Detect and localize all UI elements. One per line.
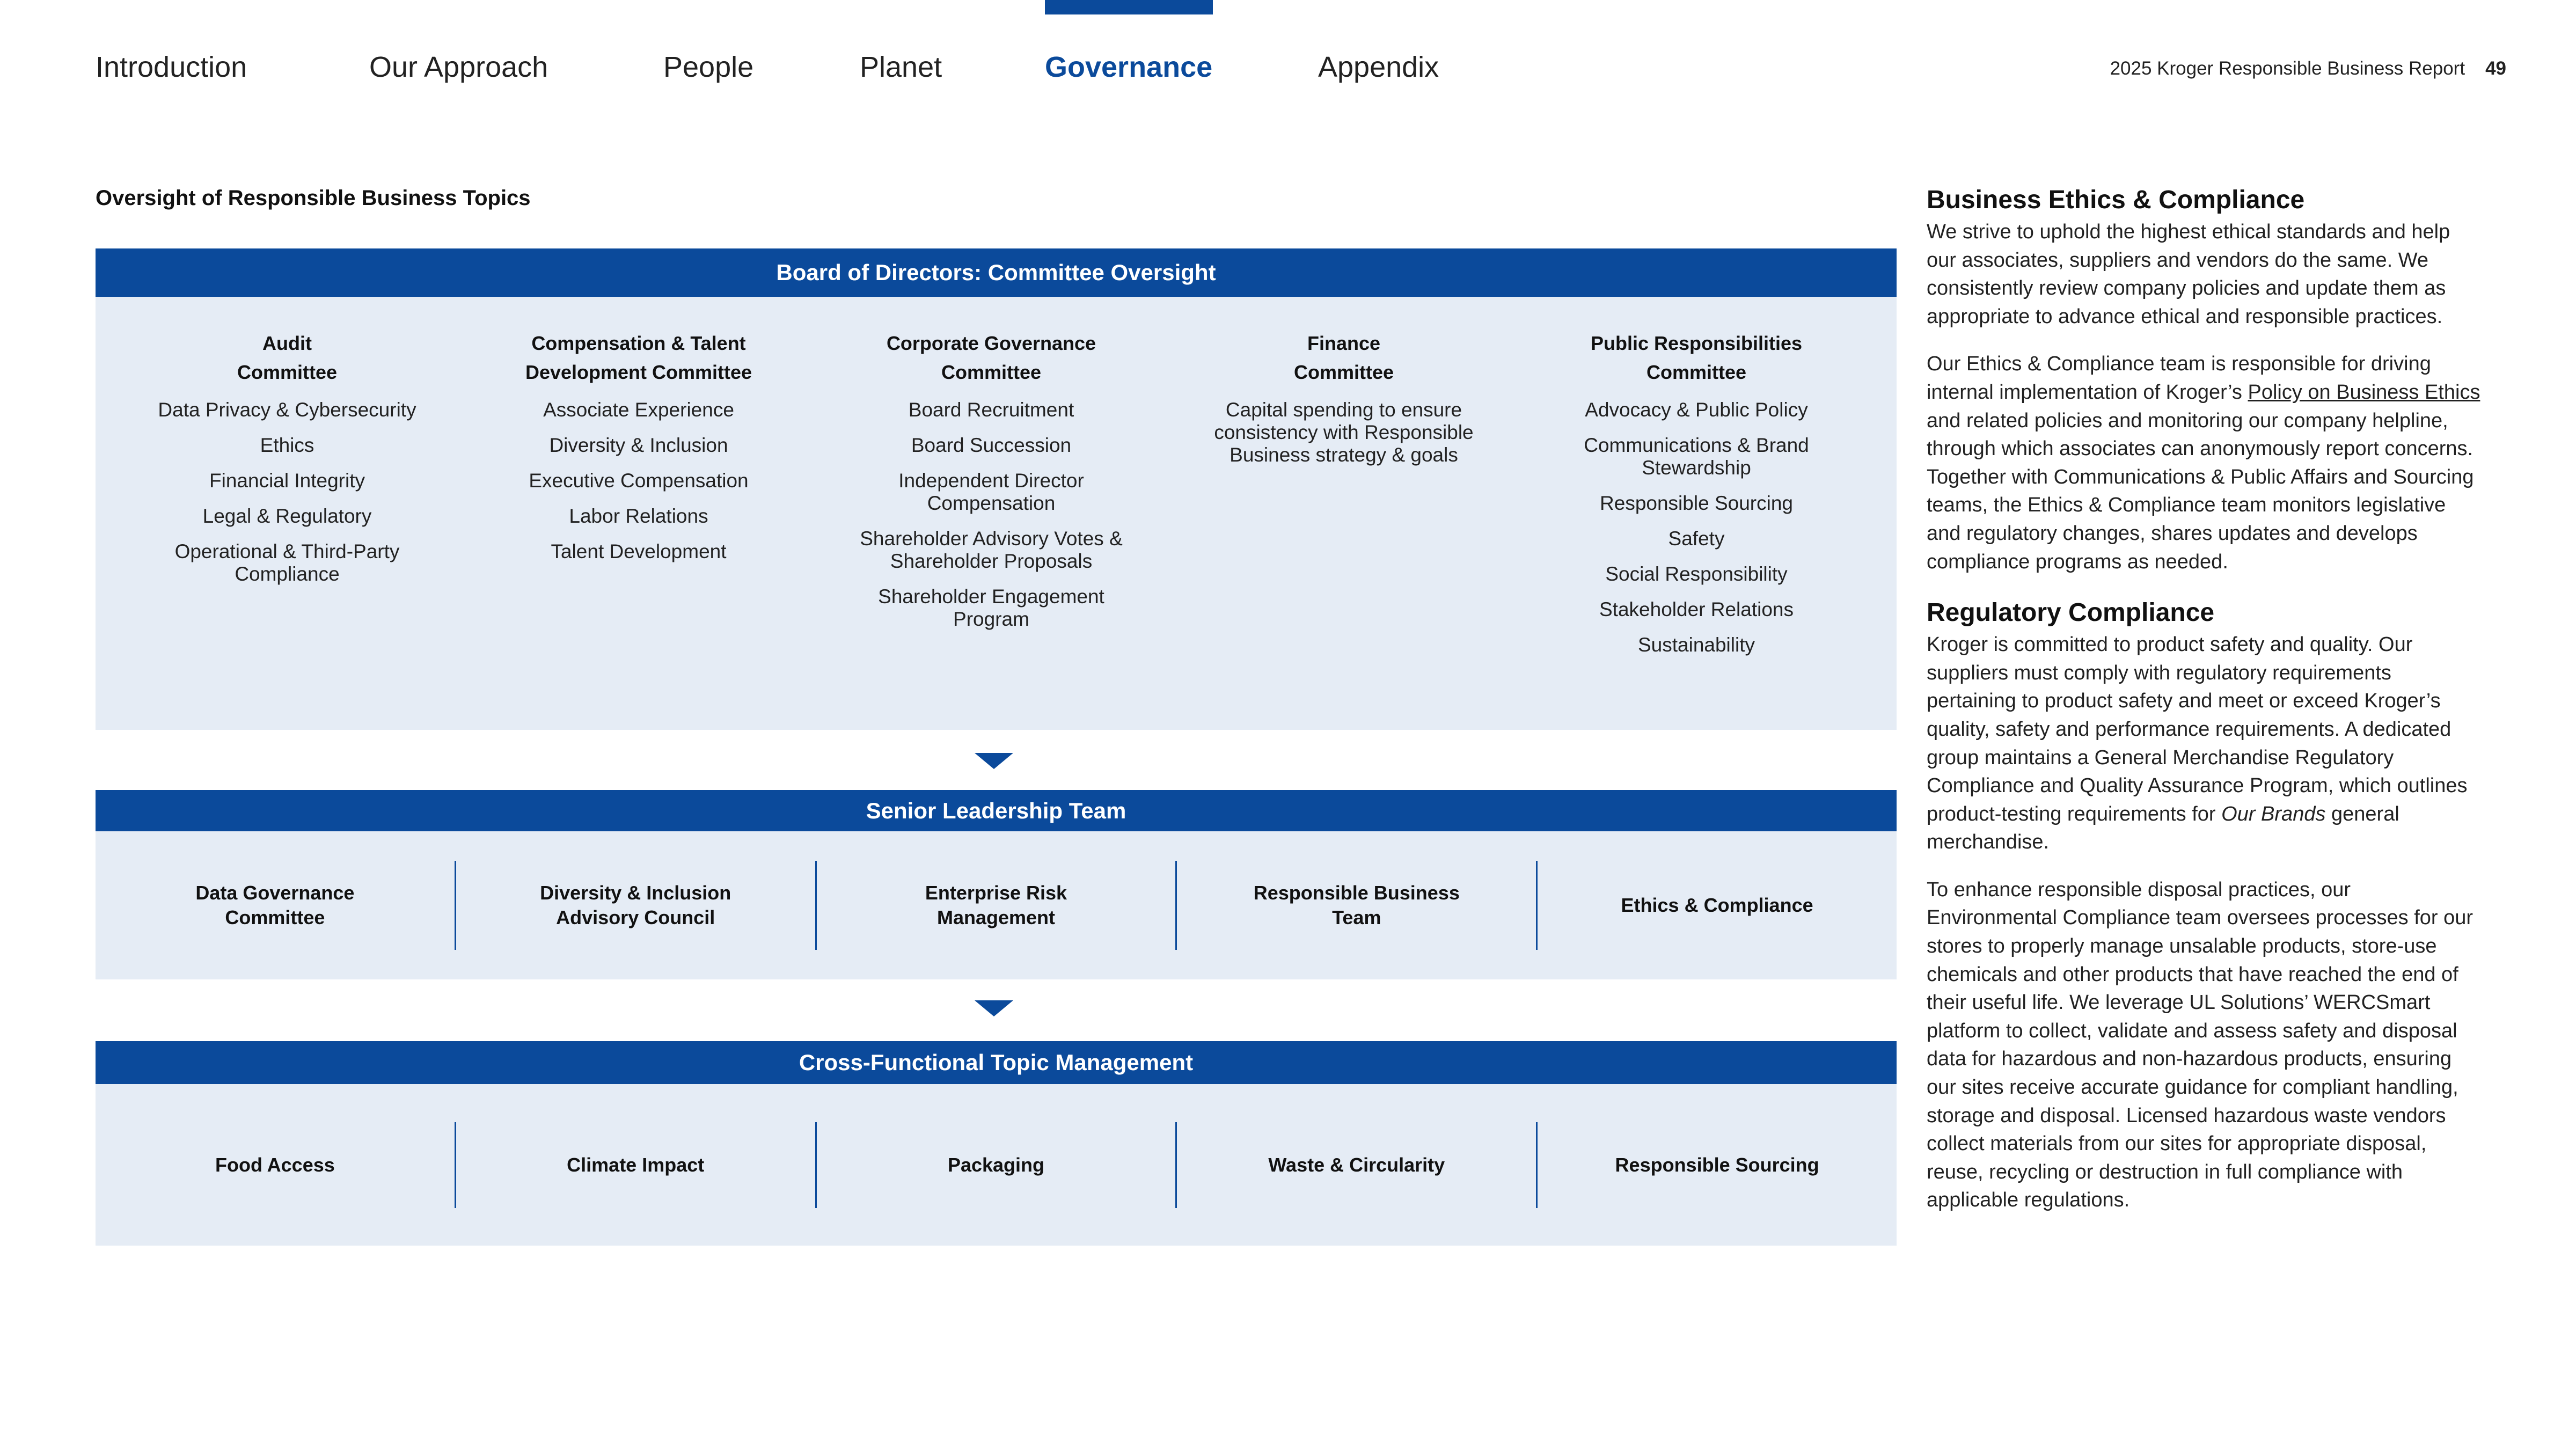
committee-topic-list	[488, 399, 789, 563]
committee-column	[1546, 329, 1847, 669]
committee-topic: Ethics	[260, 434, 314, 456]
committee-topic: Communications & Brand Stewardship	[1584, 434, 1809, 479]
slt-item	[96, 831, 455, 979]
slt-item-label: Enterprise Risk Management	[925, 882, 1067, 928]
cross-topic-item-label: Responsible Sourcing	[1615, 1153, 1819, 1176]
committee-name-line: Committee	[941, 361, 1042, 383]
down-arrow-icon	[975, 1000, 1013, 1016]
slt-band: Senior Leadership Team	[96, 790, 1897, 831]
committee-name-line: Finance	[1307, 332, 1381, 354]
slt-item	[456, 831, 815, 979]
cross-panel	[96, 1084, 1897, 1246]
committee-name	[1546, 329, 1847, 387]
nav-governance[interactable]: Governance	[1045, 51, 1213, 83]
report-title: 2025 Kroger Responsible Business Report	[2110, 58, 2465, 79]
committee-topic: Advocacy & Public Policy	[1585, 399, 1808, 421]
regulatory-p1-text-end: general merchandise.	[1927, 802, 2399, 854]
committee-topic: Legal & Regulatory	[202, 505, 372, 527]
committee-topic-list	[841, 399, 1141, 631]
ethics-p2-text: Our Ethics & Compliance team is responsible for driving internal implementation of Kroger’s	[1927, 353, 2431, 404]
committee-name-line: Compensation & Talent	[531, 332, 746, 354]
report-meta	[2110, 58, 2506, 79]
committee-topic: Associate Experience	[543, 399, 734, 421]
page-number: 49	[2485, 58, 2506, 79]
slt-panel	[96, 831, 1897, 979]
committee-topic: Executive Compensation	[529, 470, 749, 492]
ethics-heading: Business Ethics & Compliance	[1927, 186, 2305, 214]
committee-topic: Independent Director Compensation	[898, 470, 1084, 514]
cross-row	[96, 1084, 1897, 1246]
cross-topic-item-label: Climate Impact	[567, 1153, 705, 1176]
regulatory-p1-text: Kroger is committed to product safety and quality. Our suppliers must comply with regulatory requirements pertaining to product safety and meet or exceed Kroger’s quality, safety and performance requirements. A dedicated group maintains a General Merchandise Regulatory Compliance and Quality Assurance Program, which outlines product-testing requirements for	[1927, 633, 2468, 825]
committee-name	[1194, 329, 1494, 387]
ethics-p2-text-end: and related policies and monitoring our company helpline, through which associates can anonymously report concerns. Together with Communications & Public Affairs and Sourcing teams, the Ethics & Compliance team monitors legislative and regulatory changes, shares updates and develops compliance programs as needed.	[1927, 409, 2474, 573]
committee-name	[488, 329, 789, 387]
committee-name	[137, 329, 437, 387]
cross-topic-item	[96, 1084, 455, 1246]
committee-name-line: Public Responsibilities	[1590, 332, 1803, 354]
our-brands-emphasis: Our Brands	[2221, 802, 2326, 825]
regulatory-heading: Regulatory Compliance	[1927, 598, 2215, 627]
slt-item-label: Diversity & Inclusion Advisory Council	[540, 882, 731, 928]
committee-topic: Shareholder Engagement Program	[878, 586, 1104, 630]
slt-row	[96, 831, 1897, 979]
top-navigation	[0, 0, 2576, 107]
committee-topic: Shareholder Advisory Votes & Shareholder Proposals	[860, 528, 1123, 572]
committee-topic: Sustainability	[1637, 634, 1755, 656]
regulatory-paragraph-1	[1927, 631, 2485, 857]
oversight-title: Oversight of Responsible Business Topics	[96, 186, 531, 210]
slt-item	[817, 831, 1176, 979]
slt-item	[1177, 831, 1536, 979]
cross-topic-item	[817, 1084, 1176, 1246]
ethics-paragraph-1: We strive to uphold the highest ethical standards and help our associates, suppliers and vendors do the same. We consistently review company policies and update them as appropriate to advance ethical and responsible practices.	[1927, 221, 2450, 328]
committee-name	[841, 329, 1141, 387]
cross-topic-item	[1177, 1084, 1536, 1246]
committee-topic: Social Responsibility	[1605, 563, 1788, 585]
slt-item	[1538, 831, 1897, 979]
committee-topic: Stakeholder Relations	[1599, 598, 1794, 620]
cross-topic-item-label: Food Access	[215, 1153, 335, 1176]
committee-topic: Labor Relations	[569, 505, 708, 527]
nav-planet[interactable]: Planet	[860, 51, 942, 83]
committee-name-line: Corporate Governance	[886, 332, 1096, 354]
active-tab-indicator	[1045, 0, 1213, 14]
cross-topic-item-label: Waste & Circularity	[1268, 1153, 1445, 1176]
committee-column	[137, 329, 437, 598]
committee-topic: Data Privacy & Cybersecurity	[158, 399, 416, 421]
committee-topic: Diversity & Inclusion	[549, 434, 728, 456]
committee-topic: Responsible Sourcing	[1600, 492, 1793, 514]
cross-band: Cross-Functional Topic Management	[96, 1041, 1897, 1084]
nav-our-approach[interactable]: Our Approach	[369, 51, 548, 83]
down-arrow-icon	[975, 753, 1013, 769]
regulatory-paragraph-2: To enhance responsible disposal practices, our Environmental Compliance team oversees processes for our stores to properly manage unsalable products, store-use chemicals and other products that have reached the end of their useful life. We leverage UL Solutions’ WERCSmart platform to collect, validate and assess safety and disposal data for hazardous and non-hazardous products, ensuring our sites receive accurate guidance for compliant handling, storage and disposal. Licensed hazardous waste vendors collect materials from our sites for appropriate disposal, reuse, recycling or destruction in full compliance with applicable regulations.	[1927, 878, 2473, 1212]
committee-column	[841, 329, 1141, 643]
committee-topic-list	[137, 399, 437, 586]
slt-item-label: Data Governance Committee	[195, 882, 355, 928]
committee-topic: Safety	[1668, 528, 1725, 550]
policy-on-business-ethics-link[interactable]: Policy on Business Ethics	[2248, 380, 2480, 404]
committee-topic: Capital spending to ensure consistency with Responsible Business strategy & goals	[1214, 399, 1474, 466]
committee-topic-list	[1546, 399, 1847, 656]
committee-topic: Financial Integrity	[209, 470, 365, 492]
committee-grid	[96, 297, 1897, 730]
committee-topic: Board Recruitment	[908, 399, 1074, 421]
nav-introduction[interactable]: Introduction	[96, 51, 247, 83]
committee-name-line: Development Committee	[525, 361, 752, 383]
right-column	[1927, 182, 2485, 1234]
committee-column	[488, 329, 789, 576]
cross-topic-item-label: Packaging	[947, 1153, 1045, 1176]
committee-name-line: Committee	[1293, 361, 1394, 383]
committee-name-line: Committee	[237, 361, 338, 383]
ethics-paragraph-2	[1927, 350, 2485, 576]
committee-topic: Talent Development	[551, 540, 727, 562]
cross-topic-item	[1538, 1084, 1897, 1246]
committee-column	[1194, 329, 1494, 479]
board-panel	[96, 297, 1897, 730]
committee-topic: Operational & Third-Party Compliance	[174, 540, 400, 585]
slt-item-label: Responsible Business Team	[1253, 882, 1460, 928]
committee-name-line: Audit	[262, 332, 312, 354]
slt-item-label: Ethics & Compliance	[1621, 894, 1813, 916]
committee-name-line: Committee	[1646, 361, 1747, 383]
committee-topic-list	[1194, 399, 1494, 466]
cross-topic-item	[456, 1084, 815, 1246]
nav-people[interactable]: People	[663, 51, 754, 83]
committee-topic: Board Succession	[911, 434, 1072, 456]
board-band: Board of Directors: Committee Oversight	[96, 248, 1897, 297]
nav-appendix[interactable]: Appendix	[1318, 51, 1439, 83]
